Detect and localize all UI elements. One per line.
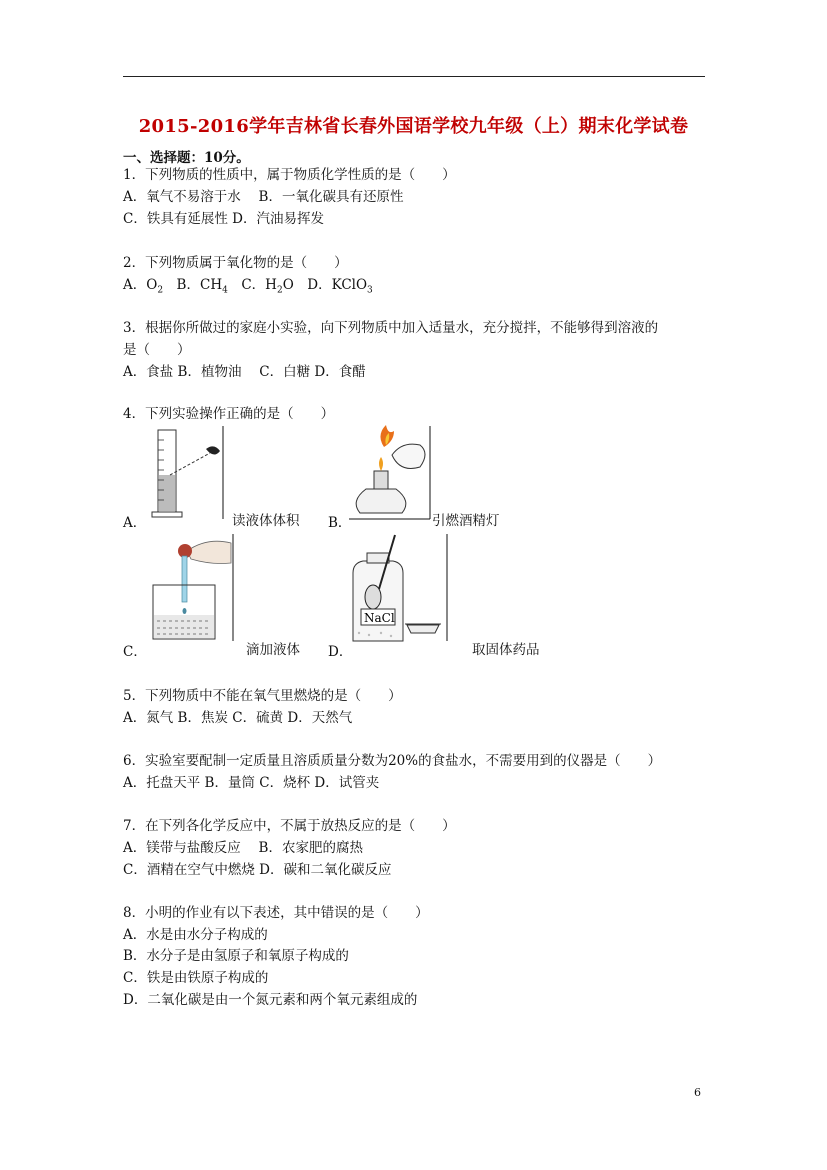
question-8-option-b: B．水分子是由氢原子和氧原子构成的: [123, 948, 349, 964]
option-a-label: A．: [123, 515, 147, 531]
option-d-caption: 取固体药品: [472, 642, 540, 658]
figure-light-alcohol-lamp: [348, 425, 432, 520]
section-heading: 一、选择题：10分。: [123, 150, 250, 166]
option-a-caption: 读液体体积: [232, 513, 300, 529]
option-d-label: D．: [328, 644, 353, 660]
figure-add-liquid-dropwise: [147, 533, 235, 643]
question-3-stem-line2: 是（ ）: [123, 342, 191, 358]
option-c-label: C．: [123, 644, 147, 660]
question-5-stem: 5．下列物质中不能在氧气里燃烧的是（ ）: [123, 688, 402, 704]
question-1-options-ab: A．氧气不易溶于水 B．一氧化碳具有还原性: [123, 189, 404, 205]
question-8-stem: 8．小明的作业有以下表述，其中错误的是（ ）: [123, 905, 429, 921]
option-c-caption: 滴加液体: [246, 642, 300, 658]
question-2-stem: 2．下列物质属于氧化物的是（ ）: [123, 255, 348, 271]
figure-take-solid-reagent: [349, 533, 449, 643]
question-4-stem: 4．下列实验操作正确的是（ ）: [123, 406, 335, 422]
option-b-caption: 引燃酒精灯: [432, 513, 500, 529]
option-b-label: B．: [328, 515, 352, 531]
question-7-stem: 7．在下列各化学反应中，不属于放热反应的是（ ）: [123, 818, 456, 834]
question-7-options-ab: A．镁带与盐酸反应 B．农家肥的腐热: [123, 840, 363, 856]
page-number: 6: [694, 1086, 701, 1099]
page-title: 2015-2016学年吉林省长春外国语学校九年级（上）期末化学试卷: [138, 116, 689, 137]
question-3-stem-line1: 3．根据你所做过的家庭小实验，向下列物质中加入适量水，充分搅拌，不能够得到溶液的: [123, 320, 659, 336]
question-5-options: A．氮气 B．焦炭 C．硫黄 D．天然气: [123, 710, 353, 726]
question-2-options: A．$O_2$ B．$CH_4$ C．$H_2O$ D．KClO$_3$: [123, 277, 373, 296]
figure-read-liquid-volume: [148, 425, 226, 520]
question-8-option-a: A．水是由水分子构成的: [123, 927, 268, 943]
question-8-option-c: C．铁是由铁原子构成的: [123, 970, 269, 986]
question-1-options-cd: C．铁具有延展性 D．汽油易挥发: [123, 211, 324, 227]
question-1-stem: 1．下列物质的性质中，属于物质化学性质的是（ ）: [123, 167, 456, 183]
nacl-label: NaCl: [364, 611, 395, 625]
question-3-options: A．食盐 B．植物油 C．白糖 D．食醋: [123, 364, 366, 380]
question-8-option-d: D．二氧化碳是由一个氮元素和两个氧元素组成的: [123, 992, 418, 1008]
question-7-options-cd: C．酒精在空气中燃烧 D．碳和二氧化碳反应: [123, 862, 392, 878]
header-rule: [123, 76, 705, 77]
question-6-stem: 6．实验室要配制一定质量且溶质质量分数为20%的食盐水，不需要用到的仪器是（ ）: [123, 753, 662, 769]
question-6-options: A．托盘天平 B．量筒 C．烧杯 D．试管夹: [123, 775, 380, 791]
